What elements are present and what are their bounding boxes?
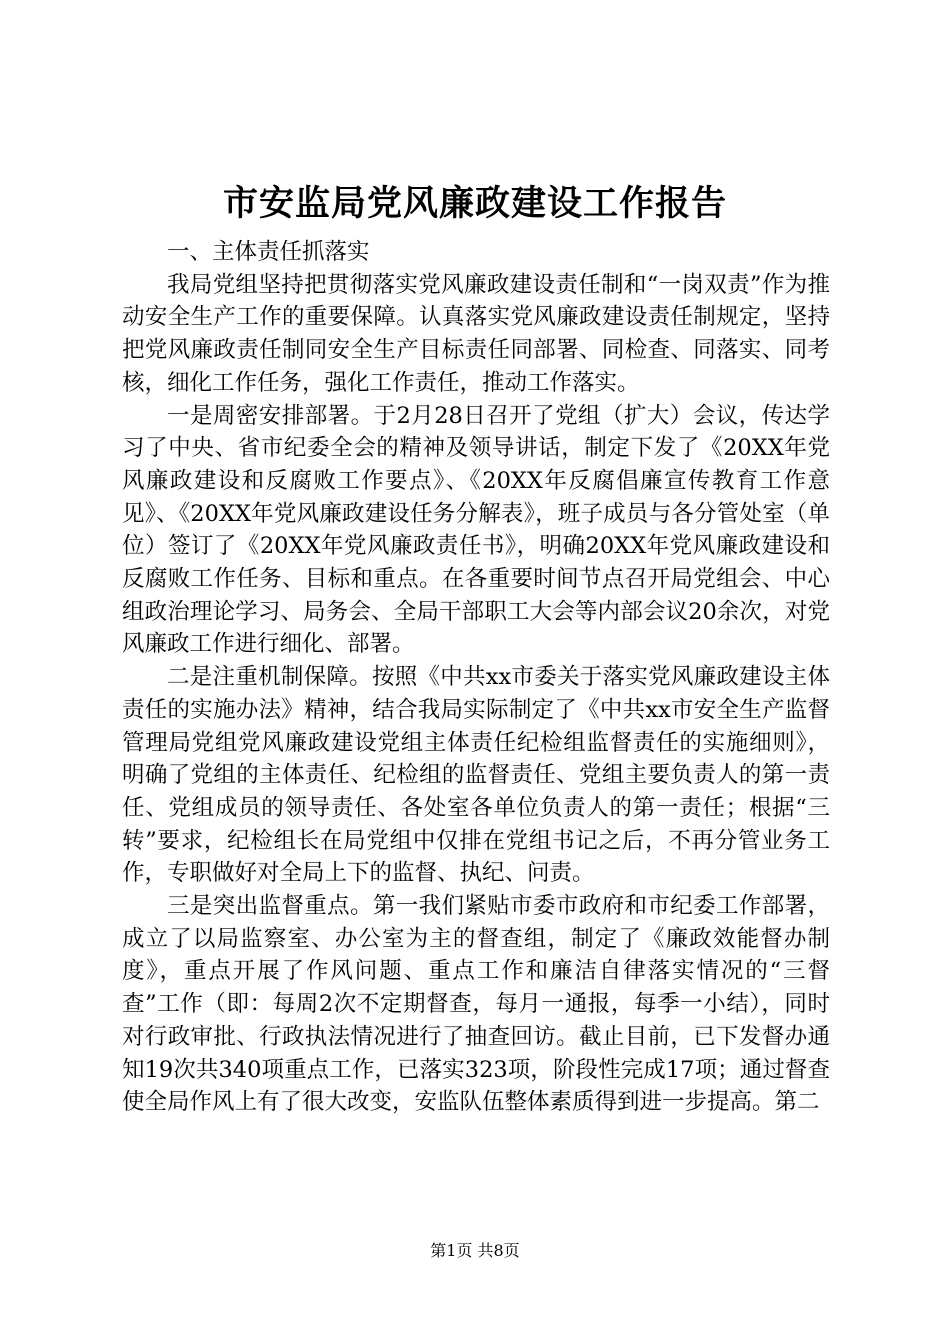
section-heading: 一、主体责任抓落实 <box>167 239 370 265</box>
paragraph-deployment: 一是周密安排部署。于2月28日召开了党组（扩大）会议，传达学习了中央、省市纪委全会的精神及领导讲话，制定下发了《20XX年党风廉政建设和反腐败工作要点》、《20XX年反腐倡廉宣传教育工作意见》、《20XX年党风廉政建设任务分解表》，班子成员与各分管处室（单位）签订了《20XX年党风廉政责任书》，明确20XX年党风廉政建设和反腐败工作任务、目标和重点。在各重要时间节点召开局党组会、中心组政治理论学习、局务会、全局干部职工大会等内部会议20余次，对党风廉政工作进行细化、部署。 <box>122 402 830 658</box>
paragraph-mechanism: 二是注重机制保障。按照《中共xx市委关于落实党风廉政建设主体责任的实施办法》精神，结合我局实际制定了《中共xx市安全生产监督管理局党组党风廉政建设党组主体责任纪检组监督责任的实施细则》，明确了党组的主体责任、纪检组的监督责任、党组主要负责人的第一责任、党组成员的领导责任、各处室各单位负责人的第一责任；根据“三转”要求，纪检组长在局党组中仅排在党组书记之后，不再分管业务工作，专职做好对全局上下的监督、执纪、问责。 <box>122 664 830 887</box>
paragraph-intro: 我局党组坚持把贯彻落实党风廉政建设责任制和“一岗双责”作为推动安全生产工作的重要保障。认真落实党风廉政建设责任制规定，坚持把党风廉政责任制同安全生产目标责任同部署、同检查、同落实、同考核，细化工作任务，强化工作责任，推动工作落实。 <box>122 271 830 396</box>
paragraph-supervision: 三是突出监督重点。第一我们紧贴市委市政府和市纪委工作部署，成立了以局监察室、办公室为主的督查组，制定了《廉政效能督办制度》，重点开展了作风问题、重点工作和廉洁自律落实情况的“三督查”工作（即：每周2次不定期督查，每月一通报，每季一小结），同时对行政审批、行政执法情况进行了抽查回访。截止目前，已下发督办通知19次共340项重点工作，已落实323项，阶段性完成17项；通过督查使全局作风上有了很大改变，安监队伍整体素质得到进一步提高。第二 <box>122 893 830 1116</box>
document-body <box>122 236 830 1119</box>
page-number-footer: 第1页 共8页 <box>430 1241 520 1260</box>
document-title: 市安监局党风廉政建设工作报告 <box>222 183 727 224</box>
